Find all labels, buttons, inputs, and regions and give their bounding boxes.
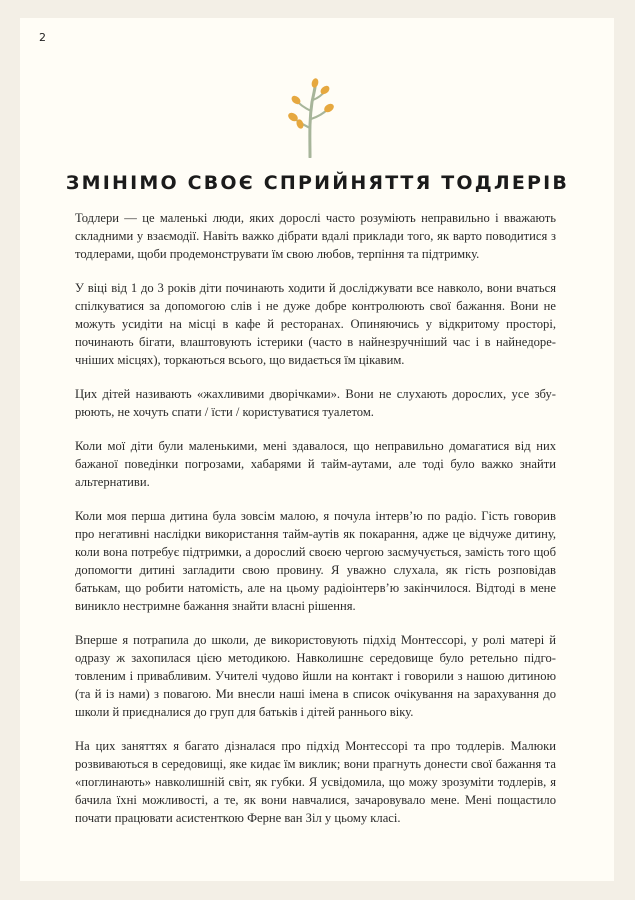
paragraph: Коли моя перша дитина була зовсім малою, я почула інтерв’ю по радіо. Гість говорив про негативні наслідки використання тайм-аутів як покарання, адже це відчуже дитину, коли вона потребує підтримки, а дорослий своєю чергою засмучується, замість того щоб допомогти дитині загладити свою провину. Я уважно слухала, як гість розповідав батькам, що робити натомість, але на цьому радіоінтерв’ю закінчилося. Відтоді в мене виникло нестримне бажання знайти власні рішення. (75, 509, 556, 613)
sprout-icon (286, 78, 336, 158)
paragraph: Тодлери — це маленькі люди, яких дорослі часто розуміють неправильно і вважають складними у взаємодії. Навіть важко дібрати вдалі приклади того, як варто поводитися з тодлерами, щоби продемонструвати їм свою любов, терпіння та підтримку. (75, 211, 556, 261)
paragraph: Коли мої діти були маленькими, мені здавалося, що неправильно домагатися від них бажаної поведінки погрозами, хабарями й тайм-аутами, але тоді було важко знайти альтернативи. (75, 439, 556, 489)
body-text (75, 209, 556, 843)
paragraph: Вперше я потрапила до школи, де використовують підхід Монтессорі, у ролі матері й одразу ж захопилася цією методикою. Навколишнє середовище було ретельно підготовленим і привабливим. Учителі чудово йшли на контакт і говорили з нашою дитиною (та й із нами) з повагою. Ми внесли наші імена в список очікування на зарахування до школи й приєдналися до груп для батьків і дітей раннього віку. (75, 633, 556, 719)
page-number: 2 (39, 31, 46, 44)
sprout-leaf (319, 84, 331, 96)
paragraph: У віці від 1 до 3 років діти починають ходити й досліджувати все навколо, вони вчаться спілкуватися за допомогою слів і не дуже добре контролюють свої бажання. Вони не можуть усидіти на місці в кафе й ресторанах. Опиняючись у відкритому просторі, починають бігати, влаштовують істерики (часто в найнезручніший час і в найнедоречніших місцях), торкаються всього, що видається їм цікавим. (75, 281, 556, 367)
paragraph: Цих дітей називають «жахливими дворічками». Вони не слухають дорослих, усе збурюють, не хочуть спати / їсти / користуватися туалетом. (75, 387, 556, 419)
paragraph: На цих заняттях я багато дізналася про підхід Монтессорі та про тодлерів. Малюки розвиваються в середовищі, яке кидає їм виклик; вони прагнуть донести свої бажання та «поглинають» навколишній світ, як губки. Я усвідомила, що можу зрозуміти тодлерів, я бачила їхні можливості, а те, як вони навчалися, зачаровувало мене. Мені пощастило почати працювати асистенткою Ферне ван Зіл у цьому класі. (75, 739, 556, 825)
page-title: ЗМІНІМО СВОЄ СПРИЙНЯТТЯ ТОДЛЕРІВ (65, 172, 570, 194)
sprout-leaf (311, 78, 320, 88)
